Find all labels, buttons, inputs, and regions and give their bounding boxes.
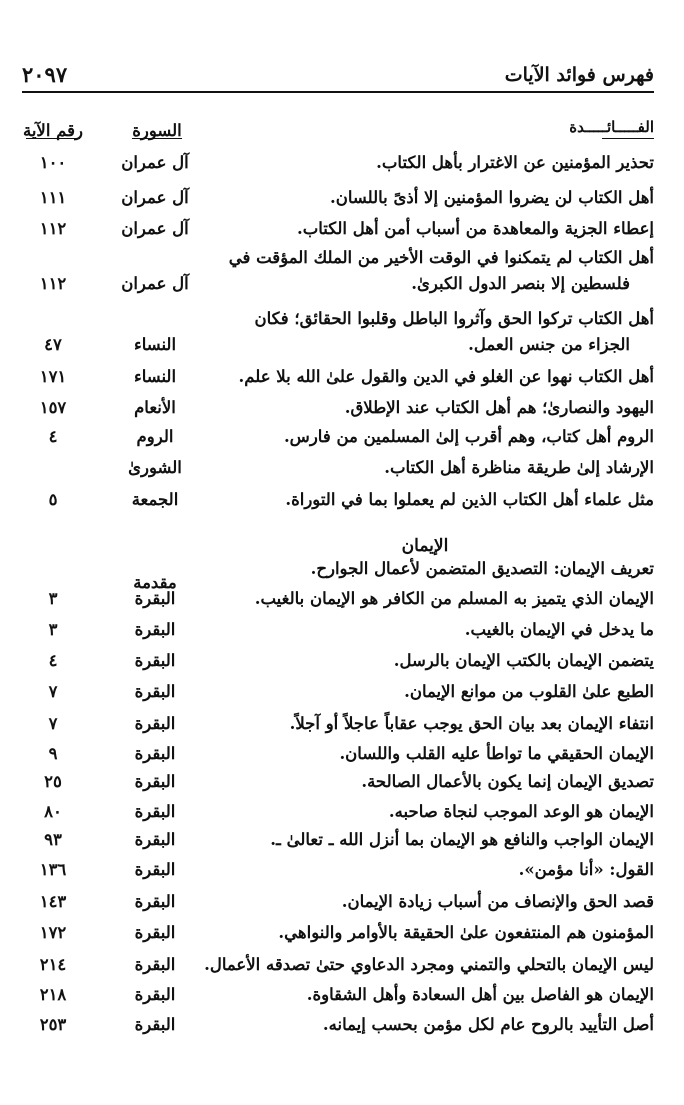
entry-ayah: ٢١٤	[39, 955, 67, 974]
entry-text-line: الإيمان الواجب والنافع هو الإيمان بما أنزل الله ـ تعالىٰ ـ.	[270, 830, 654, 849]
entry-ayah: ١١١	[39, 188, 67, 207]
entry-sura: البقرة	[134, 772, 176, 791]
entry-ayah: ٢٥	[44, 772, 62, 791]
entry-text	[196, 617, 654, 643]
entry-sura: الروم	[136, 427, 174, 446]
entry-text-line: أصل التأييد بالروح عام لكل مؤمن بحسب إيمانه.	[322, 1015, 654, 1034]
entry-text	[196, 245, 654, 297]
entry-text-line: أهل الكتاب نهوا عن الغلو في الدين والقول علىٰ الله بلا علم.	[238, 367, 654, 386]
entry-text-line: فلسطين إلا بنصر الدول الكبرىٰ.	[411, 274, 630, 293]
page-title: فهرس فوائد الآيات	[504, 64, 654, 86]
entry-text	[196, 364, 654, 390]
page-number: ٢٠٩٧	[22, 62, 68, 87]
entry-ayah: ١٧١	[39, 367, 67, 386]
entry-sura: آل عمران	[121, 153, 189, 172]
entry-text	[196, 216, 654, 242]
entry-sura: البقرة	[134, 744, 176, 763]
entry-ayah: ٥	[48, 490, 58, 509]
entry-text	[196, 556, 654, 582]
entry-ayah: ١٧٢	[39, 923, 67, 942]
entry-ayah: ١٣٦	[39, 860, 67, 879]
entry-text-line: الروم أهل كتاب، وهم أقرب إلىٰ المسلمين من فارس.	[283, 427, 654, 446]
entry-text	[196, 648, 654, 674]
column-underline	[26, 138, 80, 139]
entry-text-line: ما يدخل في الإيمان بالغيب.	[464, 620, 654, 639]
column-underline	[602, 138, 654, 139]
entry-ayah: ٣	[48, 589, 58, 608]
entry-sura: البقرة	[134, 682, 176, 701]
entry-text-line: الإيمان الحقيقي ما تواطأ عليه القلب واللسان.	[339, 744, 654, 763]
entry-ayah: ٩٣	[44, 830, 62, 849]
entry-text-line: ليس الإيمان بالتحلي والتمني ومجرد الدعاوي حتىٰ تصدقه الأعمال.	[204, 955, 654, 974]
entry-text	[196, 679, 654, 705]
entry-sura: البقرة	[134, 589, 176, 608]
entry-text-line: الإيمان هو الوعد الموجب لنجاة صاحبه.	[388, 802, 654, 821]
entry-text	[196, 185, 654, 211]
entry-ayah: ٤	[48, 427, 58, 446]
entry-text-line: تصديق الإيمان إنما يكون بالأعمال الصالحة.	[361, 772, 654, 791]
entry-ayah: ١١٢	[39, 219, 67, 238]
entry-sura: البقرة	[134, 802, 176, 821]
entry-sura: آل عمران	[121, 274, 189, 293]
entry-sura: البقرة	[134, 1015, 176, 1034]
entry-text	[196, 150, 654, 176]
entry-text-line: مثل علماء أهل الكتاب الذين لم يعملوا بما في التوراة.	[285, 490, 654, 509]
entry-text-line: إعطاء الجزية والمعاهدة من أسباب أمن أهل الكتاب.	[297, 219, 654, 238]
entry-text	[196, 711, 654, 737]
entry-text	[196, 889, 654, 915]
entry-text	[196, 827, 654, 853]
column-header-ayah: رقم الآية	[22, 121, 83, 140]
entry-text	[196, 1012, 654, 1038]
entry-ayah: ٢٥٣	[39, 1015, 67, 1034]
entry-ayah: ١٠٠	[39, 153, 67, 172]
entry-text-line: اليهود والنصارىٰ؛ هم أهل الكتاب عند الإطلاق.	[344, 398, 654, 417]
entry-sura: النساء	[133, 367, 177, 386]
header-rule	[22, 91, 654, 93]
entry-sura: البقرة	[134, 860, 176, 879]
entry-ayah: ١٥٧	[39, 398, 67, 417]
entry-sura: النساء	[133, 335, 177, 354]
page-header	[22, 62, 654, 92]
entry-sura: آل عمران	[121, 219, 189, 238]
entry-text	[196, 799, 654, 825]
entry-text	[196, 857, 654, 883]
entry-sura: البقرة	[134, 620, 176, 639]
entry-sura: البقرة	[134, 892, 176, 911]
entry-text-line: أهل الكتاب تركوا الحق وآثروا الباطل وقلبوا الحقائق؛ فكان	[254, 309, 654, 328]
entry-text	[196, 982, 654, 1008]
entry-text	[196, 487, 654, 513]
entry-sura: آل عمران	[121, 188, 189, 207]
entry-ayah: ١١٢	[39, 274, 67, 293]
entry-sura: البقرة	[134, 985, 176, 1004]
entry-text	[196, 741, 654, 767]
entry-sura: الأنعام	[134, 398, 176, 417]
entry-text-line: انتفاء الإيمان بعد بيان الحق يوجب عقاباً عاجلاً أو آجلاً.	[289, 714, 654, 733]
entry-ayah: ٨٠	[44, 802, 62, 821]
entry-ayah: ٤	[48, 651, 58, 670]
entry-text-line: أهل الكتاب لن يضروا المؤمنين إلا أذىً باللسان.	[330, 188, 654, 207]
entry-text	[196, 586, 654, 612]
entry-ayah: ٧	[48, 682, 58, 701]
entry-text	[196, 952, 654, 978]
entry-sura: الشورىٰ	[128, 458, 182, 477]
column-underline	[132, 138, 182, 139]
entry-text-line: تعريف الإيمان: التصديق المتضمن لأعمال الجوارح.	[310, 559, 654, 578]
entry-text-line: الإيمان هو الفاصل بين أهل السعادة وأهل الشقاوة.	[306, 985, 654, 1004]
entry-sura: البقرة	[134, 923, 176, 942]
entry-text-line: الطبع علىٰ القلوب من موانع الإيمان.	[404, 682, 654, 701]
column-header-sura: السورة	[132, 121, 182, 140]
entry-sura: البقرة	[134, 955, 176, 974]
entry-sura: الجمعة	[131, 490, 179, 509]
entry-text	[196, 306, 654, 358]
entry-text	[196, 455, 654, 481]
entry-ayah: ٧	[48, 714, 58, 733]
entry-text	[196, 395, 654, 421]
entry-sura: البقرة	[134, 714, 176, 733]
entry-text	[196, 424, 654, 450]
section-title: الإيمان	[401, 536, 449, 556]
entry-text-line: أهل الكتاب لم يتمكنوا في الوقت الأخير من الملك المؤقت في	[228, 248, 654, 267]
entry-text	[196, 920, 654, 946]
entry-ayah: ٤٧	[44, 335, 62, 354]
entry-sura: البقرة	[134, 651, 176, 670]
entry-text-line: الإرشاد إلىٰ طريقة مناظرة أهل الكتاب.	[384, 458, 654, 477]
entry-text-line: القول: «أنا مؤمن».	[518, 860, 654, 879]
entry-ayah: ١٤٣	[39, 892, 67, 911]
entry-text-line: الإيمان الذي يتميز به المسلم من الكافر هو الإيمان بالغيب.	[254, 589, 654, 608]
entry-text	[196, 769, 654, 795]
entry-text-line: قصد الحق والإنصاف من أسباب زيادة الإيمان.	[341, 892, 654, 911]
entry-ayah: ٣	[48, 620, 58, 639]
entry-text-line: الجزاء من جنس العمل.	[468, 335, 630, 354]
entry-sura: مقدمة	[133, 573, 177, 592]
entry-text-line: المؤمنون هم المنتفعون علىٰ الحقيقة بالأوامر والنواهي.	[278, 923, 654, 942]
entry-sura: البقرة	[134, 830, 176, 849]
entry-text-line: يتضمن الإيمان بالكتب الإيمان بالرسل.	[393, 651, 654, 670]
entry-text-line: تحذير المؤمنين عن الاغترار بأهل الكتاب.	[376, 153, 654, 172]
column-header-benefit: الفـــــائـــــدة	[569, 118, 654, 136]
entry-ayah: ٢١٨	[39, 985, 67, 1004]
entry-ayah: ٩	[48, 744, 58, 763]
